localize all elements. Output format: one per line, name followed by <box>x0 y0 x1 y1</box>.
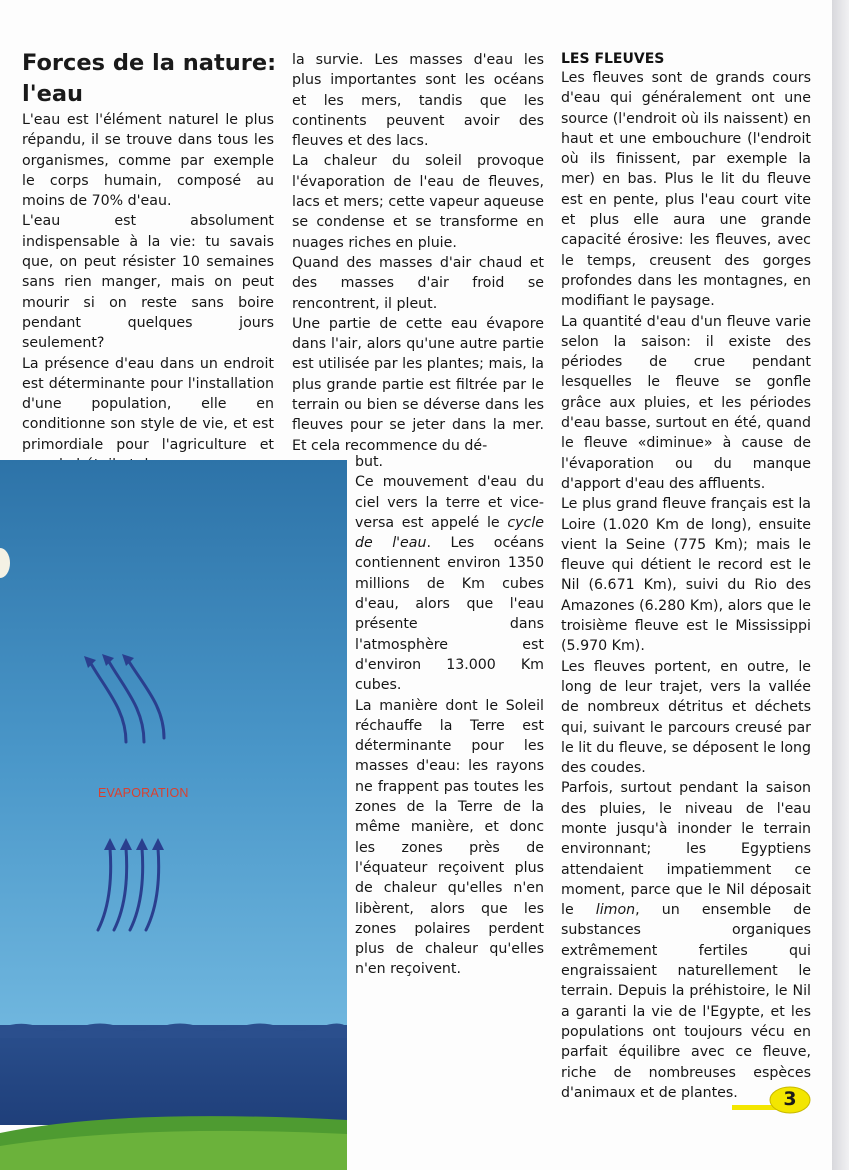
page-number: 3 <box>783 1088 797 1110</box>
paragraph: Quand des masses d'air chaud et des masses d'air froid se rencontrent, il pleut. <box>292 254 544 312</box>
paragraph: Parfois, surtout pendant la saison des pluies, le niveau de l'eau monte jusqu'à inonder le terrain environnant; les Egyptiens attendaient impatiemment ce moment, parce que le Nil déposait le limon, un ensemble de substances organiques extrêmement fertiles qui engraissaient naturellement le terrain. Depuis la préhistoire, le Nil a garanti la vie de l'Egypte, et les populations ont toujours vécu en parfait équilibre avec ce fleuve, riche de nombreuses espèces d'animaux et de plantes. <box>561 780 811 1101</box>
evaporation-arrows-icon <box>78 650 178 750</box>
column-rivers <box>561 50 811 1103</box>
meadow-icon <box>0 1088 347 1170</box>
italic-term: limon <box>595 902 636 919</box>
title-line-2: l'eau <box>22 81 84 107</box>
page-title <box>22 48 282 110</box>
paragraph: Une partie de cette eau évapore dans l'air, alors qu'une autre partie est utilisée par les plantes; mais, la plus grande partie est filtrée par le terrain ou bien se déverse dans les fleuves pour se jeter dans la mer. Et cela recommence du dé- <box>292 315 544 454</box>
paragraph: L'eau est absolument indispensable à la vie: tu savais que, on peut résister 10 semaines sans rien manger, mais on peut mourir si on reste sans boire pendant quelques jours seulement? <box>22 213 274 352</box>
paragraph: la survie. Les masses d'eau les plus importantes sont les océans et les mers, tandis que les continents peuvent avoir des fleuves et des lacs. <box>292 52 544 150</box>
paragraph: Les fleuves portent, en outre, le long de leur trajet, vers la vallée de nombreux détritus et déchets qui, suivant le parcours creusé par le lit du fleuve, se déposent le long des coudes. <box>561 658 811 777</box>
paragraph: but. <box>355 454 384 470</box>
paragraph: La présence d'eau dans un endroit est déterminante pour l'installation d'une population, elle en conditionne son style de vie, et est primordiale pour l'agriculture et <box>22 355 274 453</box>
column-intro <box>22 110 274 475</box>
paragraph: La chaleur du soleil provoque l'évaporation de l'eau de fleuves, lacs et mers; cette vapeur aqueuse se condense et se transforme en nuages riches en pluie. <box>292 153 544 251</box>
column-survival <box>292 50 544 456</box>
title-line-1: Forces de la nature: <box>22 50 277 76</box>
column-water-cycle <box>355 452 544 980</box>
sun-edge-icon <box>0 548 10 578</box>
page-edge <box>832 0 849 1170</box>
italic-term: cycle de l'eau <box>355 514 544 552</box>
rising-vapor-arrows-icon <box>88 836 178 936</box>
paragraph: Les fleuves sont de grands cours d'eau qui généralement ont une source (l'endroit où ils naissent) en haut et une embouchure (l'endroit où ils finissent, par exemple la mer) en bas. Plus le lit du fleuve est en pente, plus l'eau court vite et plus elle aura une grande capacité érosive: les fleuves, avec le temps, creusent des gorges profondes dans les montagnes, en modifiant le paysage. <box>561 70 811 310</box>
paragraph: La quantité d'eau d'un fleuve varie selon la saison: il existe des périodes de crue pendant lesquelles le fleuve se gonfle grâce aux pluies, et les périodes d'eau basse, surtout en été, quand le fleuve «diminue» à cause de l'évaporation ou du manque d'apport d'eau des affluents. <box>561 313 811 492</box>
paragraph: Ce mouvement d'eau du ciel vers la terre et vice-versa est appelé le cycle de l'eau. Les océans contiennent environ 1350 millions de Km cubes d'eau, alors que l'eau présente dans l'atmosphère est d'environ 13.000 Km cubes. <box>355 474 544 694</box>
evaporation-label: EVAPORATION <box>98 786 189 800</box>
section-heading: LES FLEUVES <box>561 51 665 67</box>
wave-line <box>0 1016 347 1038</box>
paragraph: Le plus grand fleuve français est la Loire (1.020 Km de long), ensuite vient la Seine (775 Km); mais le fleuve qui détient le record est le Nil (6.671 Km), suivi du Rio des Amazones (6.280 Km), alors que le troisième fleuve est le Mississippi (5.970 Km). <box>561 496 811 655</box>
paragraph: La manière dont le Soleil réchauffe la Terre est déterminante pour les masses d'eau: les rayons ne frappent pas toutes les zones de la Terre de la même manière, et donc les zones près de l'équateur reçoivent plus de chaleur qu'elles n'en libèrent, alors que les zones polaires perdent plus de chaleur qu'elles n'en reçoivent. <box>355 697 544 978</box>
paragraph: L'eau est l'élément naturel le plus répandu, il se trouve dans tous les organismes, comme par exemple le corps humain, composé au moins de 70% d'eau. <box>22 112 274 210</box>
